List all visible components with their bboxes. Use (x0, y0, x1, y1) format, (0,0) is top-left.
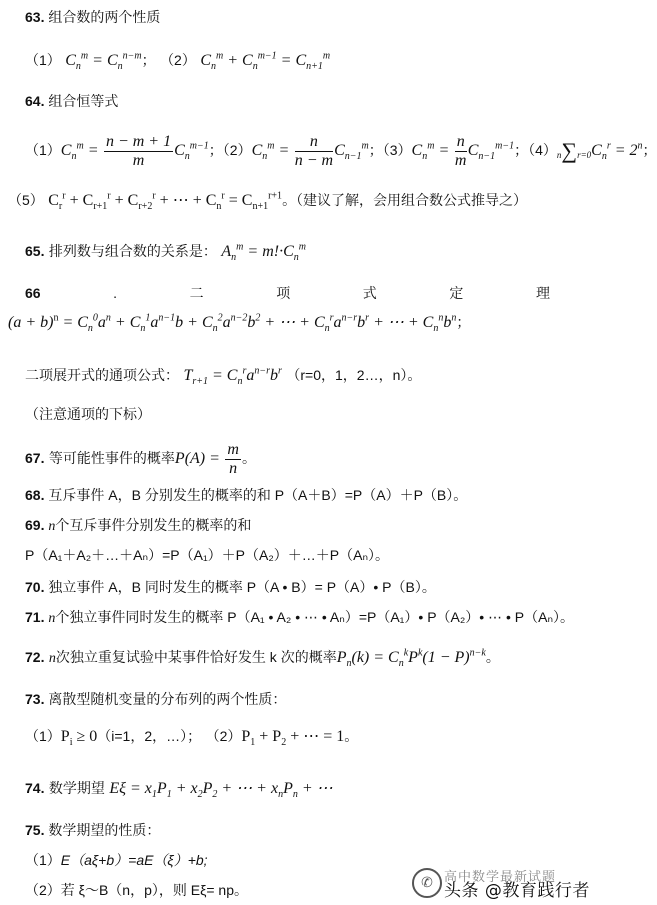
section-68: 68. 互斥事件 A，B 分别发生的概率的和 P（A＋B）=P（A）＋P（B）。 (25, 487, 468, 503)
section-75-heading: 75. 数学期望的性质： (25, 822, 161, 838)
watermark-front-text: 头条 @教育践行者 (444, 881, 590, 901)
section-73-heading: 73. 离散型随机变量的分布列的两个性质： (25, 691, 287, 707)
section-67: 67. 等可能性事件的概率P(A) = $\frac{m}{n}$ 。 (25, 440, 256, 477)
section-64-heading: 64. 组合恒等式 (25, 93, 119, 109)
section-66-heading: 66 . 二 项 式 定 理 (25, 285, 550, 301)
section-63-heading: 63. 组合数的两个性质 (25, 9, 161, 25)
formula-64-identities: $(1)C_n^m$ = $\frac{n - m + 1}{m}$ $C_n^{m-1}$；$(2)C_n^m$ = $\frac{n}{n - m}$ $C_{n-1}^m$；$(3)C_n^m$ = $\frac{n}{m}$ $C_{n-1}^{m-1}$；$(4)n\sum r=0C_n^r = 2^n$； (25, 132, 657, 169)
section-70: 70. 独立事件 A，B 同时发生的概率 P（A • B）= P（A）• P（B）。 (25, 579, 436, 595)
section-74: 74. 数学期望 $E\xi = x_1P_1 + x_2P_2$ + ⋯ + $x_nP_n$ + ⋯ (25, 780, 333, 801)
watermark (412, 866, 598, 902)
formula-69: P（A₁＋A₂＋…＋Aₙ）=P（A₁）＋P（A₂）＋…＋P（Aₙ）。 (25, 547, 390, 563)
section-65: 65. 排列数与组合数的关系是： $A_n^m = m!\cdot C_n^m$ (25, 241, 306, 264)
section-71: 71. n个独立事件同时发生的概率 P（A₁ • A₂ • ⋯ • Aₙ）=P（A₁）• P（A₂）• ⋯ • P（Aₙ）。 (25, 609, 575, 626)
watermark-back-text: 高中数学最新试题 (444, 870, 557, 885)
wechat-icon: ✆ (412, 868, 442, 898)
section-69: 69. n个互斥事件分别发生的概率的和 (25, 517, 252, 534)
formula-75-1: （1）E（aξ+b）=aE（ξ）+b; (25, 852, 208, 868)
formula-64-5: （5） $C_r^r + C_{r+1}^r + C_{r+2}^r$ + ⋯ + $C_n^r = C_{n+1}^{r+1}$。（建议了解，会用组合数公式推导之） (8, 190, 528, 213)
formula-66-binomial: $(a + b)^n = C_n^0a^n + C_n^1a^{n-1}b + C_n^2a^{n-2}b^2$ + ⋯ + $C_n^ra^{n-r}b^r$ + ⋯ + $C_n^nb^n$； (8, 312, 471, 335)
section-72: 72. n次独立重复试验中某事件恰好发生 k 次的概率$P_n(k) = C_n^kP^k(1 - P)^{n-k}$。 (25, 647, 500, 670)
formula-73: $(1)P_i \ge 0(i=1$，2，…）； $(2)P_1 + P_2$ + ⋯ = 1。 (25, 728, 359, 749)
formula-66-general-term: 二项展开式的通项公式： $T_{r+1} = C_n^ra^{n-r}b^r$ （r=0，1，2…，n）。 (25, 365, 422, 388)
formula-63: （1） $C_n^m = C_n^{n-m}$； （2） $C_n^m + C_n^{m-1} = C_{n+1}^m$ (25, 50, 331, 73)
note-66: （注意通项的下标） (25, 406, 151, 422)
formula-75-2: （2）若 ξ～B（n，p），则 Eξ= np。 (25, 882, 248, 898)
